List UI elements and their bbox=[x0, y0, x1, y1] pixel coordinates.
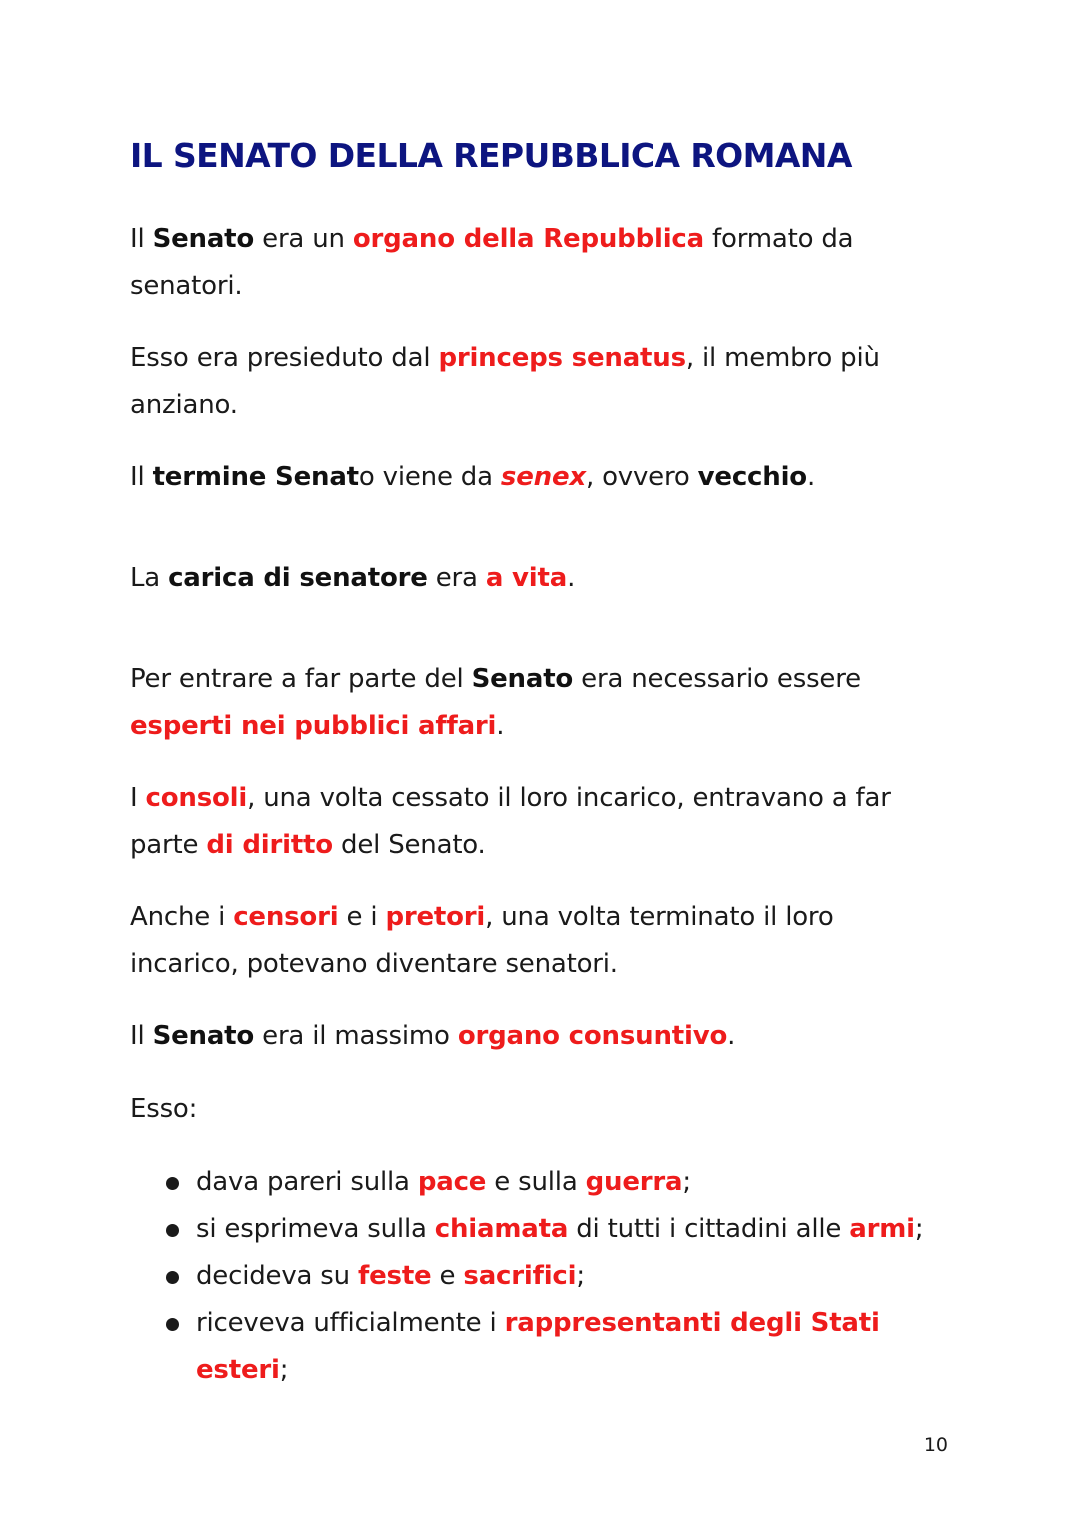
highlight-term: sacrifici bbox=[463, 1261, 577, 1291]
highlight-term: pace bbox=[417, 1167, 487, 1197]
text-run: e i bbox=[338, 902, 386, 932]
bullet-icon bbox=[166, 1318, 179, 1331]
text-run: e bbox=[431, 1261, 464, 1291]
paragraph-censori-pretori bbox=[130, 894, 940, 988]
paragraph-requisiti bbox=[130, 656, 940, 750]
paragraph-carica bbox=[130, 555, 940, 602]
text-run: dava pareri sulla bbox=[196, 1167, 418, 1197]
text-run: o viene da bbox=[358, 462, 501, 492]
text-run: di tutti i cittadini alle bbox=[568, 1214, 850, 1244]
bullet-icon bbox=[166, 1224, 179, 1237]
text-run: . bbox=[567, 563, 576, 593]
text-run: Esso era presieduto dal bbox=[130, 343, 439, 373]
text-run: e sulla bbox=[486, 1167, 586, 1197]
highlight-term: organo della Repubblica bbox=[352, 224, 704, 254]
list-item bbox=[130, 1159, 970, 1206]
text-run: Anche i bbox=[130, 902, 234, 932]
text-run: era il massimo bbox=[254, 1021, 458, 1051]
bold-term: Senato bbox=[471, 664, 574, 694]
text-run: era un bbox=[254, 224, 353, 254]
text-run: Per entrare a far parte del bbox=[130, 664, 472, 694]
bold-term: termine Senat bbox=[152, 462, 359, 492]
paragraph-consoli bbox=[130, 775, 940, 869]
bold-term: vecchio bbox=[697, 462, 807, 492]
text-run: . bbox=[806, 462, 816, 492]
text-run: ; bbox=[682, 1167, 691, 1197]
text-run: si esprimeva sulla bbox=[196, 1214, 435, 1244]
text-run: era bbox=[427, 563, 486, 593]
list-item bbox=[130, 1300, 970, 1394]
highlight-term: di diritto bbox=[206, 830, 333, 860]
highlight-term: censori bbox=[233, 902, 339, 932]
text-run: Il bbox=[130, 462, 153, 492]
list-item bbox=[130, 1206, 970, 1253]
bullet-icon bbox=[166, 1177, 179, 1190]
paragraph-senato-definition bbox=[130, 216, 940, 310]
highlight-term: guerra bbox=[585, 1167, 683, 1197]
bold-term: Senato bbox=[152, 1021, 255, 1051]
highlight-term: pretori bbox=[385, 902, 486, 932]
page-number: 10 bbox=[923, 1434, 948, 1456]
bold-term: carica di senatore bbox=[168, 563, 428, 593]
text-run: decideva su bbox=[196, 1261, 358, 1291]
highlight-term: organo consuntivo bbox=[457, 1021, 728, 1051]
paragraph-organo-consuntivo bbox=[130, 1013, 940, 1060]
text-run: riceveva ufficialmente i bbox=[196, 1308, 505, 1338]
text-run: . bbox=[496, 711, 505, 741]
text-run: ; bbox=[576, 1261, 585, 1291]
list-item bbox=[130, 1253, 970, 1300]
text-run: , una volta cessato il loro incarico, entravano a far parte bbox=[130, 783, 891, 860]
highlight-term: rappresentanti degli Stati esteri bbox=[196, 1308, 880, 1385]
highlight-term: esperti nei pubblici affari bbox=[130, 711, 497, 741]
highlight-term: princeps senatus bbox=[438, 343, 686, 373]
bullet-icon bbox=[166, 1271, 179, 1284]
highlight-term: armi bbox=[849, 1214, 915, 1244]
text-run: ; bbox=[914, 1214, 924, 1244]
bold-term: Senato bbox=[152, 224, 255, 254]
text-run: Esso: bbox=[130, 1094, 198, 1124]
text-run: del Senato. bbox=[332, 830, 486, 860]
text-run: . bbox=[727, 1021, 736, 1051]
text-run: formato da senatori. bbox=[130, 224, 854, 301]
page-title: IL SENATO DELLA REPUBBLICA ROMANA bbox=[130, 136, 852, 175]
highlight-term: feste bbox=[358, 1261, 432, 1291]
highlight-term: a vita bbox=[485, 563, 568, 593]
text-run: Il bbox=[130, 224, 153, 254]
paragraph-esso bbox=[130, 1086, 940, 1133]
text-run: Il bbox=[130, 1021, 153, 1051]
text-run: , ovvero bbox=[585, 462, 698, 492]
text-run: era necessario essere bbox=[573, 664, 861, 694]
paragraph-etymology bbox=[130, 454, 940, 501]
highlight-term: consoli bbox=[145, 783, 248, 813]
text-run: I bbox=[130, 783, 146, 813]
text-run: ; bbox=[279, 1355, 289, 1385]
text-run: , il membro più anziano. bbox=[130, 343, 880, 420]
text-run: La bbox=[130, 563, 169, 593]
highlight-term: chiamata bbox=[434, 1214, 569, 1244]
highlight-term: senex bbox=[500, 462, 586, 492]
text-run: , una volta terminato il loro incarico, potevano diventare senatori. bbox=[130, 902, 834, 979]
paragraph-princeps bbox=[130, 335, 940, 429]
functions-list bbox=[130, 1159, 970, 1394]
